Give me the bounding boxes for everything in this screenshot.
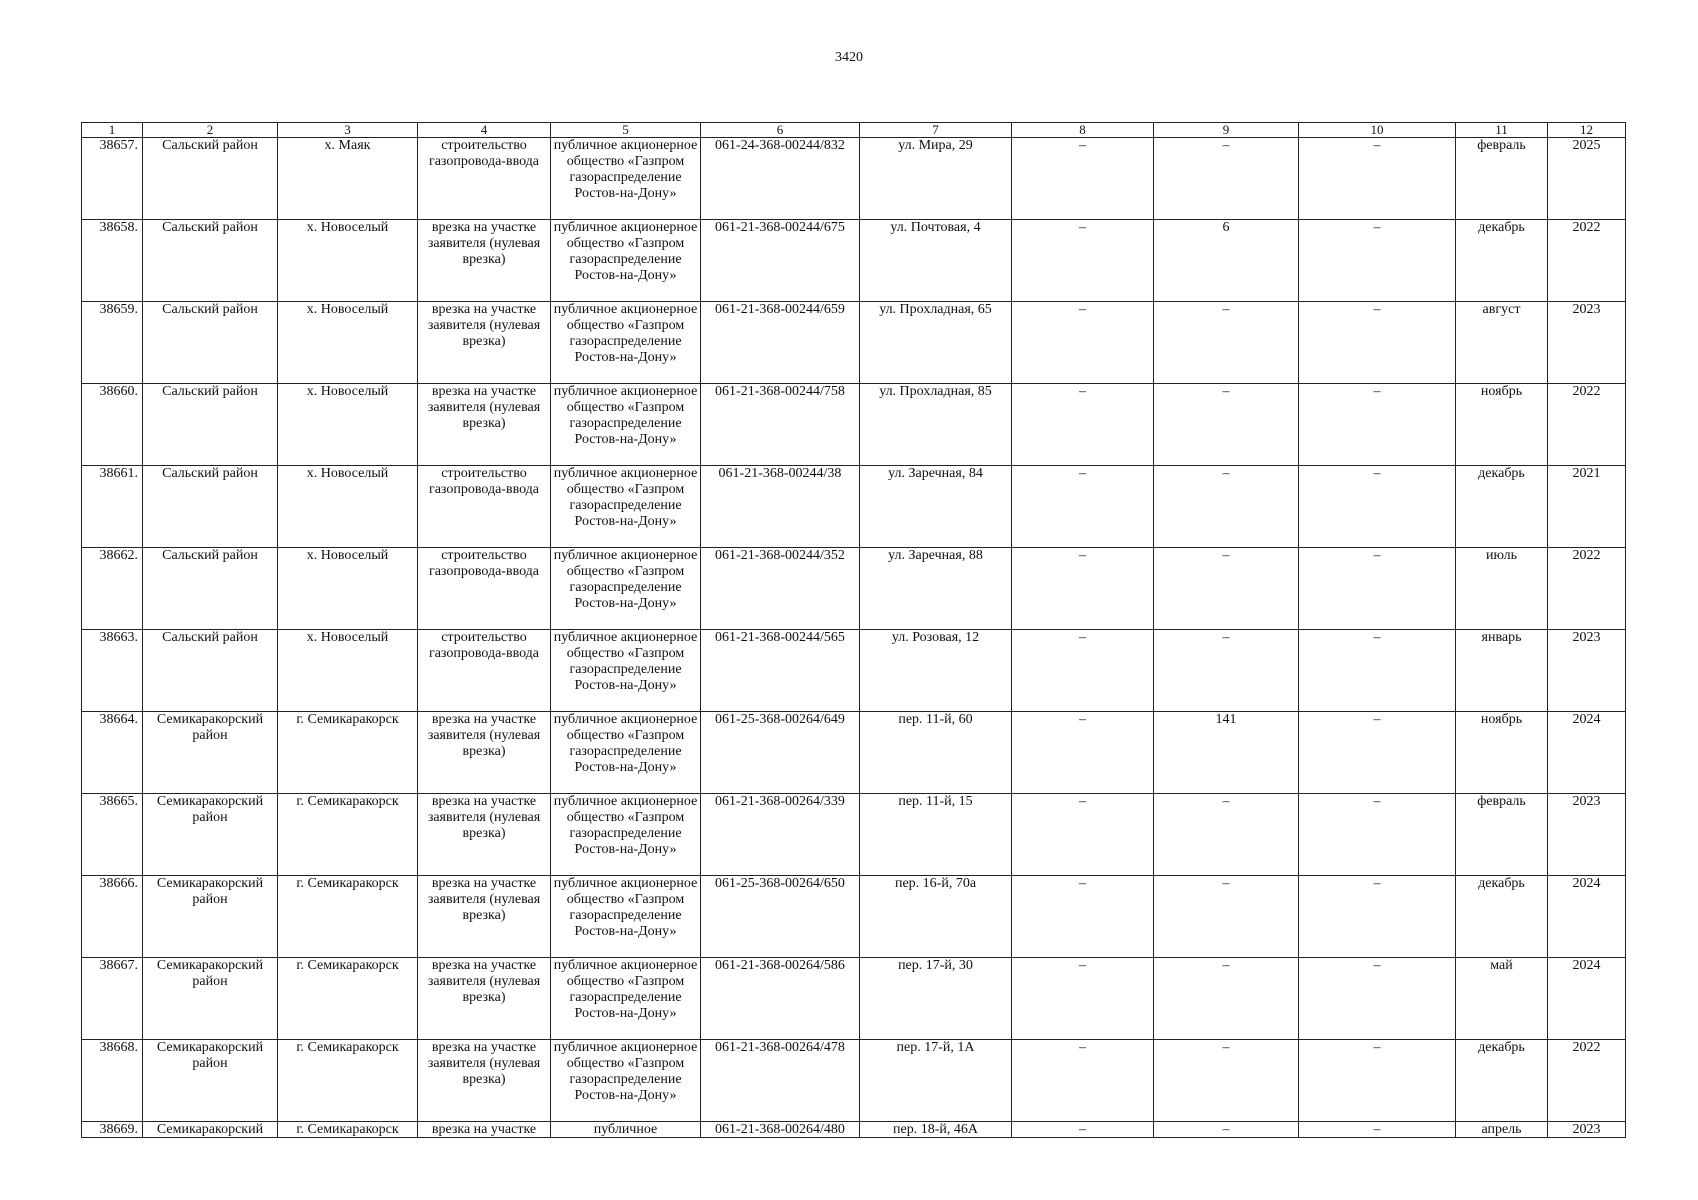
cell-row-number: 38667. bbox=[82, 958, 143, 1040]
cell-col-10-value: – bbox=[1299, 384, 1456, 466]
cell-district: Сальский район bbox=[143, 466, 278, 548]
column-header-2: 2 bbox=[143, 123, 278, 138]
cell-settlement: х. Новоселый bbox=[278, 630, 418, 712]
cell-district: Сальский район bbox=[143, 138, 278, 220]
cell-settlement: г. Семикаракорск bbox=[278, 958, 418, 1040]
cell-contract-number: 061-21-368-00244/38 bbox=[701, 466, 860, 548]
cell-work-type: строительство газопровода-ввода bbox=[418, 138, 551, 220]
cell-work-type: строительство газопровода-ввода bbox=[418, 466, 551, 548]
table-row bbox=[82, 548, 1626, 630]
cell-work-type: врезка на участке bbox=[418, 1122, 551, 1138]
cell-col-8-value: – bbox=[1012, 220, 1154, 302]
cell-row-number: 38664. bbox=[82, 712, 143, 794]
cell-settlement: х. Маяк bbox=[278, 138, 418, 220]
cell-year: 2024 bbox=[1548, 876, 1626, 958]
cell-col-9-value: – bbox=[1154, 1040, 1299, 1122]
cell-district: Семикаракорский район bbox=[143, 1040, 278, 1122]
cell-work-type: врезка на участке заявителя (нулевая врезка) bbox=[418, 958, 551, 1040]
cell-organization: публичное акционерное общество «Газпром газораспределение Ростов-на-Дону» bbox=[551, 466, 701, 548]
cell-settlement: г. Семикаракорск bbox=[278, 712, 418, 794]
cell-month: ноябрь bbox=[1456, 384, 1548, 466]
cell-month: февраль bbox=[1456, 794, 1548, 876]
cell-settlement: х. Новоселый bbox=[278, 384, 418, 466]
cell-year: 2025 bbox=[1548, 138, 1626, 220]
cell-col-9-value: – bbox=[1154, 302, 1299, 384]
table-row bbox=[82, 1040, 1626, 1122]
cell-col-8-value: – bbox=[1012, 794, 1154, 876]
cell-organization: публичное акционерное общество «Газпром газораспределение Ростов-на-Дону» bbox=[551, 630, 701, 712]
cell-col-10-value: – bbox=[1299, 1122, 1456, 1138]
cell-col-8-value: – bbox=[1012, 630, 1154, 712]
gas-connection-registry-table bbox=[81, 122, 1626, 1138]
cell-col-8-value: – bbox=[1012, 466, 1154, 548]
cell-work-type: врезка на участке заявителя (нулевая врезка) bbox=[418, 384, 551, 466]
column-header-12: 12 bbox=[1548, 123, 1626, 138]
cell-organization: публичное акционерное общество «Газпром газораспределение Ростов-на-Дону» bbox=[551, 548, 701, 630]
cell-work-type: врезка на участке заявителя (нулевая врезка) bbox=[418, 712, 551, 794]
cell-col-10-value: – bbox=[1299, 630, 1456, 712]
cell-col-9-value: – bbox=[1154, 958, 1299, 1040]
cell-year: 2023 bbox=[1548, 302, 1626, 384]
cell-district: Семикаракорский район bbox=[143, 876, 278, 958]
cell-col-10-value: – bbox=[1299, 876, 1456, 958]
cell-address: ул. Розовая, 12 bbox=[860, 630, 1012, 712]
table-row bbox=[82, 1122, 1626, 1138]
cell-settlement: х. Новоселый bbox=[278, 548, 418, 630]
cell-address: ул. Заречная, 88 bbox=[860, 548, 1012, 630]
cell-organization: публичное акционерное общество «Газпром газораспределение Ростов-на-Дону» bbox=[551, 384, 701, 466]
cell-address: пер. 11-й, 15 bbox=[860, 794, 1012, 876]
cell-address: ул. Заречная, 84 bbox=[860, 466, 1012, 548]
cell-col-8-value: – bbox=[1012, 548, 1154, 630]
cell-district: Семикаракорский район bbox=[143, 794, 278, 876]
cell-district: Сальский район bbox=[143, 302, 278, 384]
cell-year: 2022 bbox=[1548, 384, 1626, 466]
cell-address: ул. Прохладная, 85 bbox=[860, 384, 1012, 466]
cell-contract-number: 061-21-368-00244/565 bbox=[701, 630, 860, 712]
cell-district: Сальский район bbox=[143, 384, 278, 466]
cell-col-9-value: – bbox=[1154, 548, 1299, 630]
cell-organization: публичное акционерное общество «Газпром газораспределение Ростов-на-Дону» bbox=[551, 958, 701, 1040]
cell-col-10-value: – bbox=[1299, 466, 1456, 548]
cell-work-type: врезка на участке заявителя (нулевая врезка) bbox=[418, 1040, 551, 1122]
column-header-11: 11 bbox=[1456, 123, 1548, 138]
cell-contract-number: 061-25-368-00264/649 bbox=[701, 712, 860, 794]
cell-address: пер. 18-й, 46А bbox=[860, 1122, 1012, 1138]
cell-contract-number: 061-21-368-00264/586 bbox=[701, 958, 860, 1040]
cell-month: апрель bbox=[1456, 1122, 1548, 1138]
cell-address: пер. 11-й, 60 bbox=[860, 712, 1012, 794]
cell-col-8-value: – bbox=[1012, 1122, 1154, 1138]
cell-row-number: 38668. bbox=[82, 1040, 143, 1122]
cell-address: пер. 16-й, 70а bbox=[860, 876, 1012, 958]
cell-col-10-value: – bbox=[1299, 548, 1456, 630]
cell-organization: публичное акционерное общество «Газпром газораспределение Ростов-на-Дону» bbox=[551, 794, 701, 876]
table-row bbox=[82, 958, 1626, 1040]
cell-year: 2022 bbox=[1548, 1040, 1626, 1122]
cell-col-9-value: – bbox=[1154, 138, 1299, 220]
cell-col-9-value: 141 bbox=[1154, 712, 1299, 794]
cell-organization: публичное акционерное общество «Газпром газораспределение Ростов-на-Дону» bbox=[551, 220, 701, 302]
cell-year: 2022 bbox=[1548, 220, 1626, 302]
cell-row-number: 38665. bbox=[82, 794, 143, 876]
cell-address: пер. 17-й, 30 bbox=[860, 958, 1012, 1040]
column-header-7: 7 bbox=[860, 123, 1012, 138]
cell-year: 2024 bbox=[1548, 958, 1626, 1040]
cell-settlement: х. Новоселый bbox=[278, 466, 418, 548]
cell-settlement: г. Семикаракорск bbox=[278, 876, 418, 958]
cell-row-number: 38666. bbox=[82, 876, 143, 958]
cell-col-9-value: – bbox=[1154, 384, 1299, 466]
cell-district: Сальский район bbox=[143, 548, 278, 630]
cell-month: август bbox=[1456, 302, 1548, 384]
column-header-3: 3 bbox=[278, 123, 418, 138]
cell-address: ул. Почтовая, 4 bbox=[860, 220, 1012, 302]
cell-row-number: 38657. bbox=[82, 138, 143, 220]
cell-organization: публичное акционерное общество «Газпром газораспределение Ростов-на-Дону» bbox=[551, 138, 701, 220]
cell-contract-number: 061-21-368-00264/339 bbox=[701, 794, 860, 876]
cell-col-10-value: – bbox=[1299, 794, 1456, 876]
table-row bbox=[82, 712, 1626, 794]
cell-row-number: 38661. bbox=[82, 466, 143, 548]
cell-year: 2023 bbox=[1548, 1122, 1626, 1138]
column-header-4: 4 bbox=[418, 123, 551, 138]
table-row bbox=[82, 220, 1626, 302]
cell-district: Сальский район bbox=[143, 630, 278, 712]
cell-col-9-value: – bbox=[1154, 466, 1299, 548]
cell-month: декабрь bbox=[1456, 466, 1548, 548]
cell-col-9-value: – bbox=[1154, 630, 1299, 712]
cell-row-number: 38658. bbox=[82, 220, 143, 302]
column-number-header-row bbox=[82, 123, 1626, 138]
cell-district: Семикаракорский bbox=[143, 1122, 278, 1138]
cell-contract-number: 061-21-368-00244/659 bbox=[701, 302, 860, 384]
cell-work-type: врезка на участке заявителя (нулевая врезка) bbox=[418, 302, 551, 384]
cell-year: 2024 bbox=[1548, 712, 1626, 794]
cell-year: 2023 bbox=[1548, 794, 1626, 876]
cell-month: февраль bbox=[1456, 138, 1548, 220]
cell-month: июль bbox=[1456, 548, 1548, 630]
cell-settlement: х. Новоселый bbox=[278, 220, 418, 302]
cell-col-9-value: – bbox=[1154, 876, 1299, 958]
cell-settlement: х. Новоселый bbox=[278, 302, 418, 384]
cell-row-number: 38663. bbox=[82, 630, 143, 712]
cell-year: 2021 bbox=[1548, 466, 1626, 548]
cell-contract-number: 061-21-368-00244/758 bbox=[701, 384, 860, 466]
cell-col-9-value: – bbox=[1154, 794, 1299, 876]
column-header-8: 8 bbox=[1012, 123, 1154, 138]
cell-organization: публичное акционерное общество «Газпром газораспределение Ростов-на-Дону» bbox=[551, 302, 701, 384]
cell-year: 2022 bbox=[1548, 548, 1626, 630]
cell-col-10-value: – bbox=[1299, 958, 1456, 1040]
cell-col-8-value: – bbox=[1012, 302, 1154, 384]
column-header-10: 10 bbox=[1299, 123, 1456, 138]
cell-col-8-value: – bbox=[1012, 384, 1154, 466]
cell-col-10-value: – bbox=[1299, 1040, 1456, 1122]
table-row bbox=[82, 466, 1626, 548]
cell-row-number: 38659. bbox=[82, 302, 143, 384]
cell-month: ноябрь bbox=[1456, 712, 1548, 794]
cell-address: пер. 17-й, 1А bbox=[860, 1040, 1012, 1122]
cell-month: декабрь bbox=[1456, 876, 1548, 958]
cell-col-8-value: – bbox=[1012, 138, 1154, 220]
cell-col-10-value: – bbox=[1299, 712, 1456, 794]
cell-contract-number: 061-25-368-00264/650 bbox=[701, 876, 860, 958]
column-header-1: 1 bbox=[82, 123, 143, 138]
cell-contract-number: 061-21-368-00244/675 bbox=[701, 220, 860, 302]
cell-address: ул. Мира, 29 bbox=[860, 138, 1012, 220]
cell-district: Семикаракорский район bbox=[143, 712, 278, 794]
table-row bbox=[82, 384, 1626, 466]
cell-work-type: врезка на участке заявителя (нулевая врезка) bbox=[418, 876, 551, 958]
cell-work-type: врезка на участке заявителя (нулевая врезка) bbox=[418, 220, 551, 302]
cell-col-8-value: – bbox=[1012, 876, 1154, 958]
column-header-5: 5 bbox=[551, 123, 701, 138]
cell-address: ул. Прохладная, 65 bbox=[860, 302, 1012, 384]
cell-row-number: 38662. bbox=[82, 548, 143, 630]
table-row bbox=[82, 794, 1626, 876]
cell-year: 2023 bbox=[1548, 630, 1626, 712]
cell-col-8-value: – bbox=[1012, 958, 1154, 1040]
cell-col-8-value: – bbox=[1012, 712, 1154, 794]
cell-settlement: г. Семикаракорск bbox=[278, 1040, 418, 1122]
cell-organization: публичное акционерное общество «Газпром газораспределение Ростов-на-Дону» bbox=[551, 1040, 701, 1122]
column-header-9: 9 bbox=[1154, 123, 1299, 138]
cell-month: декабрь bbox=[1456, 1040, 1548, 1122]
cell-district: Семикаракорский район bbox=[143, 958, 278, 1040]
cell-work-type: строительство газопровода-ввода bbox=[418, 548, 551, 630]
cell-col-10-value: – bbox=[1299, 220, 1456, 302]
table-row bbox=[82, 876, 1626, 958]
cell-month: январь bbox=[1456, 630, 1548, 712]
cell-district: Сальский район bbox=[143, 220, 278, 302]
cell-settlement: г. Семикаракорск bbox=[278, 794, 418, 876]
cell-contract-number: 061-21-368-00264/480 bbox=[701, 1122, 860, 1138]
cell-row-number: 38669. bbox=[82, 1122, 143, 1138]
cell-col-8-value: – bbox=[1012, 1040, 1154, 1122]
cell-col-9-value: 6 bbox=[1154, 220, 1299, 302]
table-row bbox=[82, 302, 1626, 384]
table-row bbox=[82, 138, 1626, 220]
cell-col-10-value: – bbox=[1299, 138, 1456, 220]
column-header-6: 6 bbox=[701, 123, 860, 138]
cell-organization: публичное акционерное общество «Газпром газораспределение Ростов-на-Дону» bbox=[551, 876, 701, 958]
cell-organization: публичное bbox=[551, 1122, 701, 1138]
table-row bbox=[82, 630, 1626, 712]
cell-contract-number: 061-21-368-00264/478 bbox=[701, 1040, 860, 1122]
cell-settlement: г. Семикаракорск bbox=[278, 1122, 418, 1138]
cell-col-10-value: – bbox=[1299, 302, 1456, 384]
cell-work-type: строительство газопровода-ввода bbox=[418, 630, 551, 712]
page-number: 3420 bbox=[835, 50, 863, 65]
cell-contract-number: 061-21-368-00244/352 bbox=[701, 548, 860, 630]
cell-organization: публичное акционерное общество «Газпром газораспределение Ростов-на-Дону» bbox=[551, 712, 701, 794]
cell-month: декабрь bbox=[1456, 220, 1548, 302]
cell-work-type: врезка на участке заявителя (нулевая врезка) bbox=[418, 794, 551, 876]
cell-contract-number: 061-24-368-00244/832 bbox=[701, 138, 860, 220]
cell-col-9-value: – bbox=[1154, 1122, 1299, 1138]
cell-month: май bbox=[1456, 958, 1548, 1040]
cell-row-number: 38660. bbox=[82, 384, 143, 466]
